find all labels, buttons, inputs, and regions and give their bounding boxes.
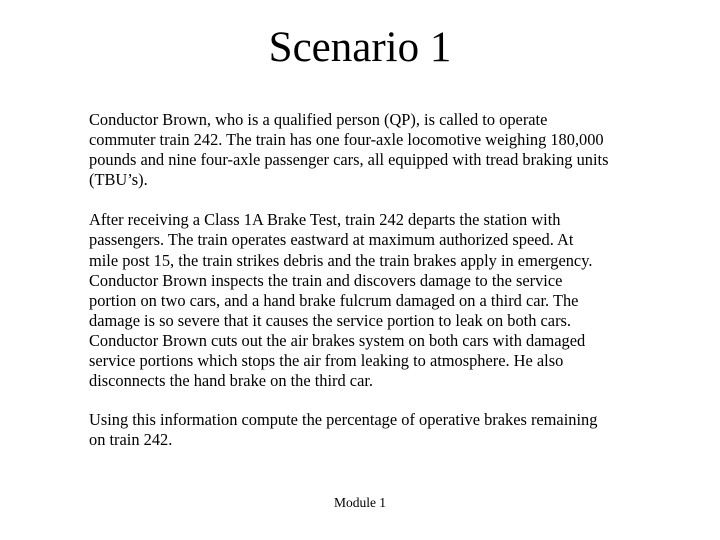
text-line: mile post 15, the train strikes debris and the train brakes apply in emergency. xyxy=(89,250,593,270)
scenario-paragraph-intro xyxy=(89,110,669,190)
scenario-body xyxy=(89,110,669,450)
text-line: Conductor Brown, who is a qualified person (QP), is called to operate xyxy=(89,110,548,129)
text-line: damage is so severe that it causes the service portion to leak on both cars. xyxy=(89,310,572,330)
text-line: Conductor Brown cuts out the air brakes system on both cars with damaged xyxy=(89,330,586,350)
text-line: portion on two cars, and a hand brake fulcrum damaged on a third car. The xyxy=(89,290,579,310)
scenario-paragraph-incident xyxy=(89,210,669,391)
text-line: pounds and nine four-axle passenger cars, all equipped with tread braking units xyxy=(89,150,609,170)
text-line: service portions which stops the air from leaking to atmosphere. He also xyxy=(89,351,564,371)
slide-title: Scenario 1 xyxy=(268,24,452,71)
slide-footer: Module 1 xyxy=(333,495,387,510)
text-line: disconnects the hand brake on the third car. xyxy=(89,371,374,391)
text-line: Conductor Brown inspects the train and discovers damage to the service xyxy=(89,270,563,290)
text-line: (TBU’s). xyxy=(89,170,148,190)
text-line: After receiving a Class 1A Brake Test, train 242 departs the station with xyxy=(89,210,561,230)
text-line: commuter train 242. The train has one four-axle locomotive weighing 180,000 xyxy=(89,130,604,150)
text-line: passengers. The train operates eastward at maximum authorized speed. At xyxy=(89,230,574,250)
text-line: Using this information compute the percentage of operative brakes remaining xyxy=(89,410,598,430)
scenario-paragraph-question xyxy=(89,410,669,450)
text-line: on train 242. xyxy=(89,430,173,450)
